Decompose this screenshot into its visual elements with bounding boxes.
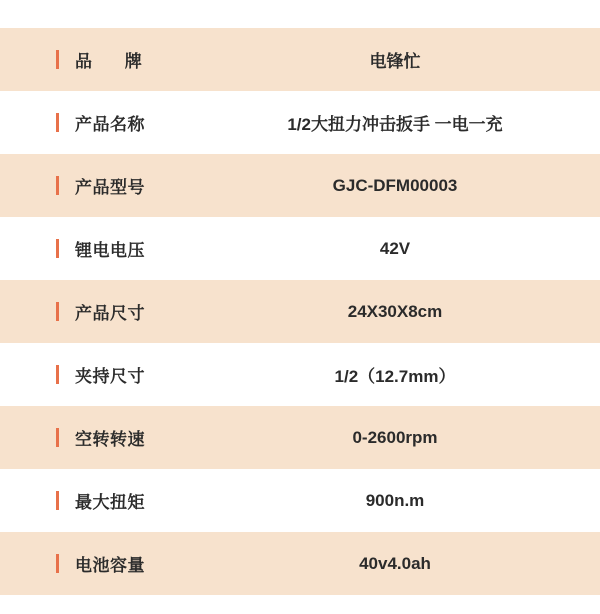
spec-label [56,173,256,198]
spec-label-text: 夹持尺寸 [75,367,145,386]
accent-bar-icon [56,302,59,321]
spec-label-text: 产品型号 [75,178,145,197]
accent-bar-icon [56,554,59,573]
accent-bar-icon [56,365,59,384]
spec-label-text: 电池容量 [75,556,145,575]
spec-value-text: 24X30X8cm [347,301,443,321]
table-row [0,532,600,595]
spec-label-text: 品 牌 [75,52,156,71]
accent-bar-icon [56,239,59,258]
spec-label [56,236,256,261]
spec-label [56,362,256,387]
table-row [0,154,600,217]
table-row [0,280,600,343]
accent-bar-icon [56,428,59,447]
table-row [0,91,600,154]
accent-bar-icon [56,50,59,69]
spec-label [56,551,256,576]
table-row [0,28,600,91]
spec-label [56,299,256,324]
spec-value-text: 电锋忙 [369,52,421,71]
spec-label [56,488,256,513]
spec-label-text: 最大扭矩 [75,493,145,512]
spec-label [56,47,256,72]
spec-value-text: GJC-DFM00003 [332,175,458,195]
spec-value-text: 900n.m [365,490,425,510]
spec-label [56,110,256,135]
spec-value-text: 1/2（12.7mm） [334,367,456,386]
accent-bar-icon [56,491,59,510]
accent-bar-icon [56,176,59,195]
spec-label-text: 产品尺寸 [75,304,145,323]
spec-label-text: 锂电电压 [75,241,145,260]
table-row [0,343,600,406]
spec-value-text: 0-2600rpm [352,427,438,447]
accent-bar-icon [56,113,59,132]
table-row [0,406,600,469]
spec-value-text: 40v4.0ah [359,553,431,573]
spec-value-text: 42V [379,238,411,258]
spec-label-text: 空转转速 [75,430,145,449]
spec-label-text: 产品名称 [75,115,145,134]
table-row [0,469,600,532]
spec-label [56,425,256,450]
spec-value-text: 1/2大扭力冲击扳手 一电一充 [287,115,503,134]
table-row [0,217,600,280]
